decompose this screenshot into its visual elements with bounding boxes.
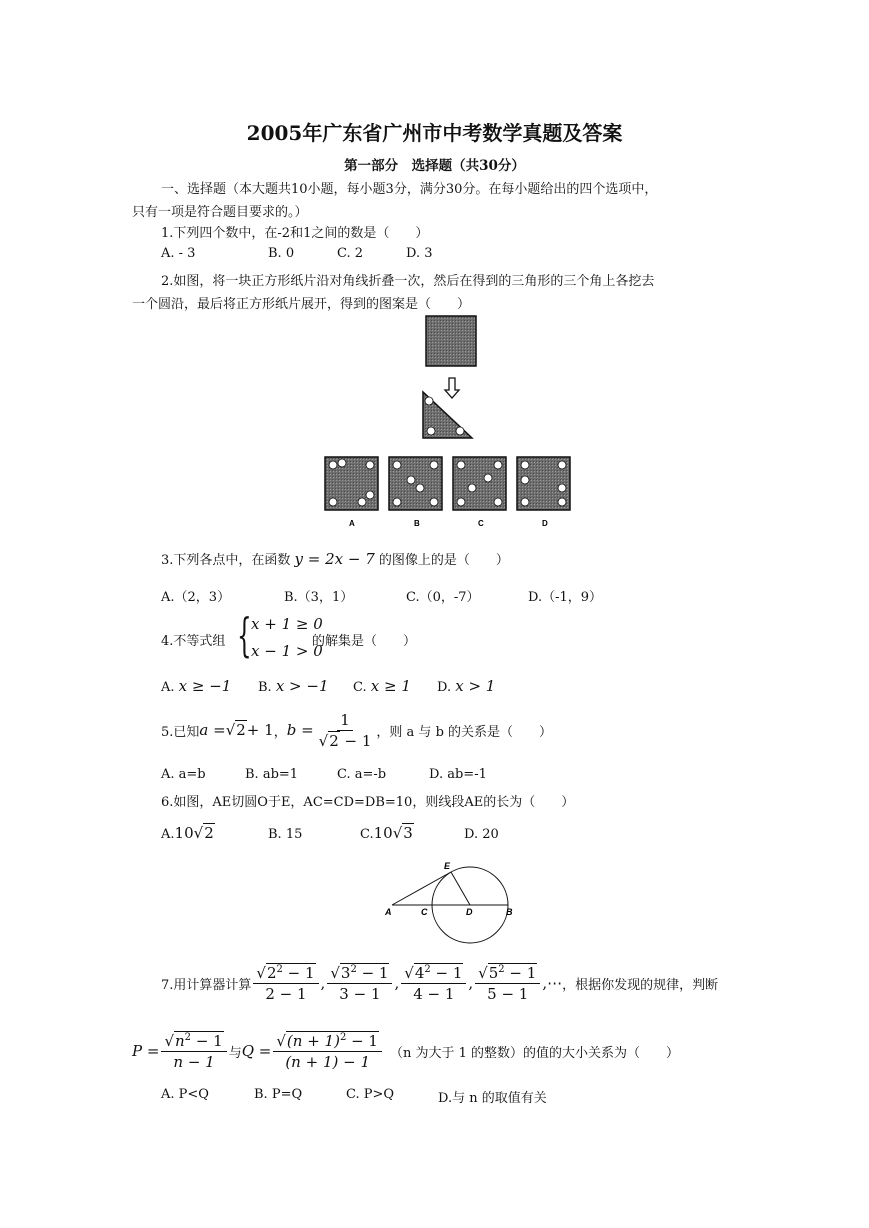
q7-option-c: C. P>Q bbox=[346, 1087, 395, 1102]
q6-option-b: B. 15 bbox=[268, 827, 303, 842]
q4-inequality-2: x − 1 > 0 bbox=[251, 642, 323, 660]
q5-option-a: A. a=b bbox=[161, 767, 206, 782]
q1-option-b: B. 0 bbox=[268, 246, 295, 261]
q4-option-b: B. x > −1 bbox=[258, 677, 329, 695]
q2-square bbox=[426, 316, 476, 366]
q1-option-d: D. 3 bbox=[406, 246, 433, 261]
q4-stem-prefix: 4.不等式组 bbox=[161, 634, 226, 649]
q7-fraction-3: $\frac{√4^2 - 1}{4 - 1}$ bbox=[401, 964, 466, 1003]
q1-option-c: C. 2 bbox=[337, 246, 364, 261]
q5-option-d: D. ab=-1 bbox=[429, 767, 487, 782]
q2-label-d: D bbox=[542, 519, 548, 528]
q2-label-c: C bbox=[478, 519, 484, 528]
q6-label-b: B bbox=[506, 907, 513, 917]
q7-fraction-2: $\frac{√3^2 - 1}{3 - 1}$ bbox=[327, 964, 392, 1003]
page-title: 2005年广东省广州市中考数学真题及答案 bbox=[246, 121, 623, 145]
q2-choice-d-pattern bbox=[517, 457, 570, 510]
q4-option-c: C. x ≥ 1 bbox=[353, 677, 411, 695]
q6-stem: 6.如图，AE切圆O于E，AC=CD=DB=10，则线段AE的长为（ ） bbox=[161, 795, 575, 810]
q5-b-fraction: $\frac{1}{√2 - 1}$ bbox=[318, 710, 372, 750]
q6-label-e: E bbox=[444, 861, 451, 871]
q7-p-fraction: $\frac{√n^2 - 1}{n - 1}$ bbox=[161, 1032, 226, 1071]
intro-line-1: 一、选择题（本大题共10小题，每小题3分，满分30分。在每小题给出的四个选项中， bbox=[161, 182, 658, 197]
q6-label-a: A bbox=[385, 907, 392, 917]
q2-choice-b-pattern bbox=[389, 457, 442, 510]
intro-line-2: 只有一项是符合题目要求的。） bbox=[132, 205, 308, 220]
q7-stem-line-2: P = $\frac{√n^2 - 1}{n - 1}$ 与 Q = $\frac{√(n + 1)^2 - 1}{(n + 1) - 1}$ （n 为大于 1 的整数）的值的大小关系为（ ） bbox=[132, 1031, 680, 1071]
q5-option-c: C. a=-b bbox=[337, 767, 387, 782]
q7-option-a: A. P<Q bbox=[161, 1087, 209, 1102]
q4-option-a: A. x ≥ −1 bbox=[161, 677, 232, 695]
q1-stem: 1.下列四个数中，在-2和1之间的数是（ ） bbox=[161, 226, 429, 241]
q7-fraction-1: $\frac{√2^2 - 1}{2 - 1}$ bbox=[253, 964, 318, 1003]
q5-option-b: B. ab=1 bbox=[245, 767, 299, 782]
q6-option-a: A.10√2 bbox=[161, 824, 214, 842]
q6-option-d: D. 20 bbox=[464, 827, 499, 842]
q3-stem: 3.下列各点中，在函数 y = 2x − 7 的图像上的是（ ） bbox=[161, 550, 509, 568]
q3-option-b: B.（3，1） bbox=[284, 590, 354, 605]
q6-label-c: C bbox=[421, 907, 428, 917]
q2-choice-a-pattern bbox=[325, 457, 378, 510]
q2-choice-c-pattern bbox=[453, 457, 506, 510]
q3-option-a: A.（2，3） bbox=[161, 590, 231, 605]
q3-function: y = 2x − 7 bbox=[294, 550, 375, 568]
q7-q-fraction: $\frac{√(n + 1)^2 - 1}{(n + 1) - 1}$ bbox=[273, 1032, 382, 1071]
q1-option-a: A. - 3 bbox=[161, 246, 196, 261]
q7-fraction-4: $\frac{√5^2 - 1}{5 - 1}$ bbox=[475, 964, 540, 1003]
q6-tangent-ae bbox=[392, 872, 451, 905]
q3-option-c: C.（0，-7） bbox=[406, 590, 480, 605]
q5-stem: 5.已知 a = √2 + 1 ， b = $\frac{1}{√2 - 1}$ ，则 a 与 b 的关系是（ ） bbox=[161, 710, 553, 750]
q4-brace: { bbox=[237, 608, 252, 662]
q6-label-d: D bbox=[466, 907, 473, 917]
q2-label-b: B bbox=[414, 519, 420, 528]
section-heading: 第一部分 选择题（共30分） bbox=[344, 158, 525, 174]
q2-down-arrow bbox=[445, 378, 459, 398]
q2-triangle bbox=[423, 392, 472, 438]
q3-option-d: D.（-1，9） bbox=[528, 590, 603, 605]
q7-option-b: B. P=Q bbox=[254, 1087, 303, 1102]
q7-option-d: D.与 n 的取值有关 bbox=[438, 1091, 547, 1106]
q2-stem-line-1: 2.如图，将一块正方形纸片沿对角线折叠一次，然后在得到的三角形的三个角上各挖去 bbox=[161, 274, 655, 289]
q2-figure bbox=[318, 312, 588, 532]
q2-label-a: A bbox=[349, 519, 355, 528]
q4-option-d: D. x > 1 bbox=[437, 677, 496, 695]
q4-stem-suffix: 的解集是（ ） bbox=[312, 634, 417, 649]
q6-option-c: C.10√3 bbox=[360, 824, 413, 842]
q2-stem-line-2: 一个圆沿，最后将正方形纸片展开，得到的图案是（ ） bbox=[132, 297, 471, 312]
q4-inequality-1: x + 1 ≥ 0 bbox=[251, 615, 323, 633]
q7-stem-line-1: 7.用计算器计算 $\frac{√2^2 - 1}{2 - 1}$ , $\frac{√3^2 - 1}{3 - 1}$ , $\frac{√4^2 - 1}{4 - 1}$ , $\frac{√5^2 - 1}{5 - 1}$ ,⋯ ，根据你发现的规律，判断 bbox=[161, 963, 719, 1003]
q6-circle-figure bbox=[380, 856, 520, 946]
q6-radius-de bbox=[451, 872, 470, 905]
